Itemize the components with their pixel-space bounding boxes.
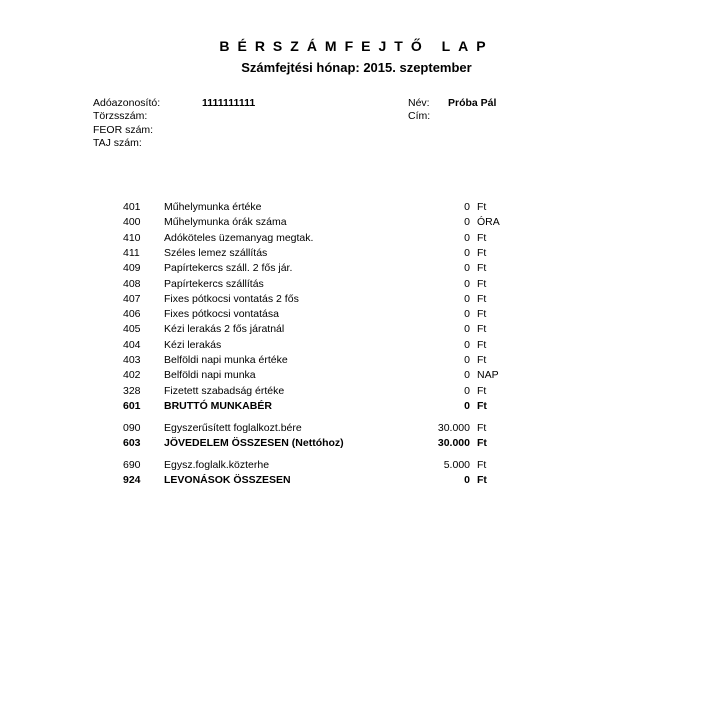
row-code: 409: [123, 262, 141, 274]
row-value: 0: [464, 308, 470, 320]
row-code: 406: [123, 308, 141, 320]
tax-id-label: Adóazonosító:: [93, 97, 161, 109]
tax-id-value: 1111111111: [202, 97, 256, 109]
row-label: Belföldi napi munka: [164, 369, 256, 381]
row-unit: Ft: [477, 293, 487, 305]
row-code: 603: [123, 437, 141, 449]
row-value: 30.000: [437, 422, 470, 434]
row-label: JÖVEDELEM ÖSSZESEN (Nettóhoz): [164, 437, 344, 449]
row-label: Egyszerűsített foglalkozt.bére: [164, 422, 302, 434]
table-row: [0, 261, 713, 276]
row-value: 0: [464, 232, 470, 244]
row-unit: Ft: [477, 354, 487, 366]
row-unit: Ft: [477, 437, 487, 449]
row-label: Egysz.foglalk.közterhe: [164, 459, 270, 471]
row-label: LEVONÁSOK ÖSSZESEN: [164, 474, 291, 486]
row-code: 407: [123, 293, 141, 305]
row-unit: ÓRA: [477, 216, 500, 228]
table-row: [0, 246, 713, 261]
row-unit: Ft: [477, 385, 487, 397]
row-unit: Ft: [477, 278, 487, 290]
address-label: Cím:: [408, 110, 431, 122]
row-value: 0: [464, 216, 470, 228]
row-unit: Ft: [477, 400, 487, 412]
table-row: [0, 399, 713, 414]
table-row: [0, 353, 713, 368]
table-row: [0, 292, 713, 307]
row-code: 403: [123, 354, 141, 366]
table-row: [0, 338, 713, 353]
name-value: Próba Pál: [448, 97, 497, 109]
row-code: 601: [123, 400, 141, 412]
register-label: Törzsszám:: [93, 110, 148, 122]
row-unit: NAP: [477, 369, 499, 381]
row-value: 0: [464, 369, 470, 381]
row-value: 0: [464, 323, 470, 335]
table-row: [0, 473, 713, 488]
row-unit: Ft: [477, 201, 487, 213]
row-label: Fizetett szabadság értéke: [164, 385, 285, 397]
row-code: 401: [123, 201, 141, 213]
row-label: Kézi lerakás: [164, 339, 222, 351]
row-value: 0: [464, 339, 470, 351]
table-row: [0, 307, 713, 322]
row-unit: Ft: [477, 323, 487, 335]
row-code: 402: [123, 369, 141, 381]
row-code: 408: [123, 278, 141, 290]
row-label: Fixes pótkocsi vontatás 2 fős: [164, 293, 299, 305]
table-row: [0, 436, 713, 451]
row-code: 400: [123, 216, 141, 228]
row-label: BRUTTÓ MUNKABÉR: [164, 400, 272, 412]
table-row: [0, 231, 713, 246]
row-label: Fixes pótkocsi vontatása: [164, 308, 279, 320]
row-code: 328: [123, 385, 141, 397]
page-subtitle: Számfejtési hónap: 2015. szeptember: [241, 60, 472, 75]
name-label: Név:: [408, 97, 430, 109]
row-value: 0: [464, 262, 470, 274]
row-unit: Ft: [477, 474, 487, 486]
row-value: 0: [464, 293, 470, 305]
page-title: BÉRSZÁMFEJTŐ LAP: [219, 38, 494, 54]
row-label: Széles lemez szállítás: [164, 247, 268, 259]
table-row: [0, 215, 713, 230]
row-code: 690: [123, 459, 141, 471]
row-value: 0: [464, 474, 470, 486]
table-row: [0, 384, 713, 399]
table-row: [0, 200, 713, 215]
row-label: Papírtekercs száll. 2 fős jár.: [164, 262, 293, 274]
feor-label: FEOR szám:: [93, 124, 154, 136]
row-label: Műhelymunka órák száma: [164, 216, 287, 228]
row-code: 411: [123, 247, 140, 259]
row-value: 5.000: [443, 459, 470, 471]
row-unit: Ft: [477, 247, 487, 259]
table-row: [0, 421, 713, 436]
row-label: Kézi lerakás 2 fős járatnál: [164, 323, 285, 335]
table-row: [0, 277, 713, 292]
row-unit: Ft: [477, 232, 487, 244]
row-value: 0: [464, 400, 470, 412]
table-row: [0, 322, 713, 337]
row-unit: Ft: [477, 459, 487, 471]
row-value: 0: [464, 278, 470, 290]
row-unit: Ft: [477, 308, 487, 320]
row-code: 924: [123, 474, 141, 486]
row-code: 405: [123, 323, 141, 335]
taj-label: TAJ szám:: [93, 137, 142, 149]
row-value: 0: [464, 354, 470, 366]
row-code: 090: [123, 422, 141, 434]
row-value: 0: [464, 385, 470, 397]
row-label: Belföldi napi munka értéke: [164, 354, 288, 366]
row-unit: Ft: [477, 339, 487, 351]
row-unit: Ft: [477, 422, 487, 434]
table-row: [0, 458, 713, 473]
table-row: [0, 368, 713, 383]
row-label: Műhelymunka értéke: [164, 201, 262, 213]
row-label: Adóköteles üzemanyag megtak.: [164, 232, 314, 244]
row-code: 410: [123, 232, 141, 244]
row-label: Papírtekercs szállítás: [164, 278, 264, 290]
row-value: 30.000: [437, 437, 470, 449]
row-code: 404: [123, 339, 141, 351]
row-unit: Ft: [477, 262, 487, 274]
row-value: 0: [464, 201, 470, 213]
row-value: 0: [464, 247, 470, 259]
